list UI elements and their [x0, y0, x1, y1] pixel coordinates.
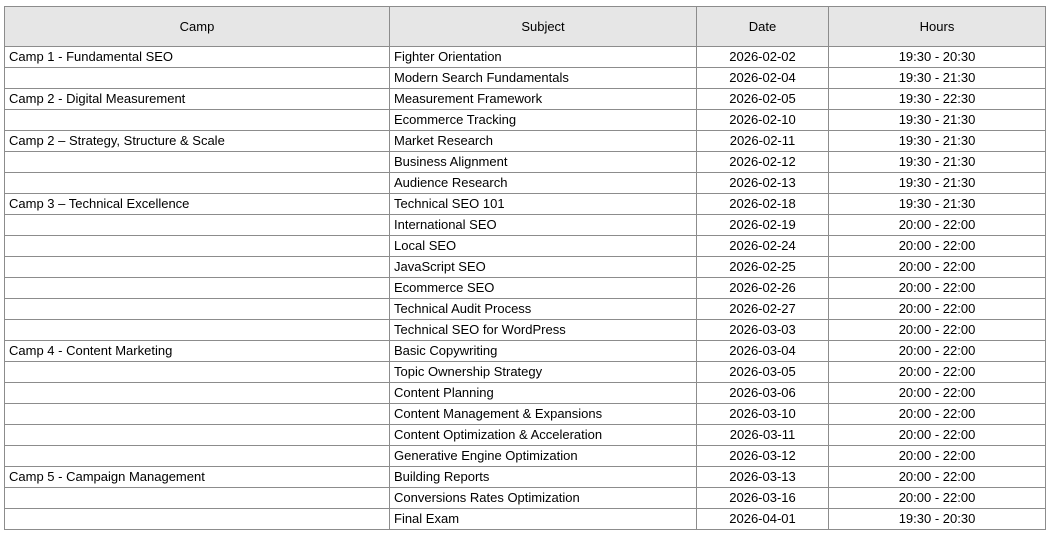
table-row	[5, 131, 1046, 152]
cell-hours: 19:30 - 20:30	[829, 47, 1046, 68]
cell-subject: Basic Copywriting	[390, 341, 697, 362]
cell-date: 2026-02-27	[697, 299, 829, 320]
cell-hours: 20:00 - 22:00	[829, 362, 1046, 383]
table-header	[5, 7, 1046, 47]
cell-camp	[5, 488, 390, 509]
cell-date: 2026-03-16	[697, 488, 829, 509]
cell-camp	[5, 446, 390, 467]
table-row	[5, 278, 1046, 299]
cell-subject: Ecommerce Tracking	[390, 110, 697, 131]
cell-date: 2026-02-26	[697, 278, 829, 299]
cell-date: 2026-03-12	[697, 446, 829, 467]
header-date: Date	[697, 7, 829, 47]
cell-camp	[5, 320, 390, 341]
cell-date: 2026-03-05	[697, 362, 829, 383]
cell-date: 2026-02-13	[697, 173, 829, 194]
table-row	[5, 425, 1046, 446]
cell-hours: 19:30 - 21:30	[829, 131, 1046, 152]
cell-hours: 20:00 - 22:00	[829, 488, 1046, 509]
cell-date: 2026-02-25	[697, 257, 829, 278]
cell-camp	[5, 68, 390, 89]
table-row	[5, 404, 1046, 425]
cell-hours: 19:30 - 21:30	[829, 173, 1046, 194]
cell-date: 2026-02-19	[697, 215, 829, 236]
table-row	[5, 215, 1046, 236]
cell-hours: 20:00 - 22:00	[829, 320, 1046, 341]
table-row	[5, 194, 1046, 215]
cell-subject: Content Planning	[390, 383, 697, 404]
cell-subject: Measurement Framework	[390, 89, 697, 110]
table-row	[5, 89, 1046, 110]
cell-camp	[5, 215, 390, 236]
table-row	[5, 68, 1046, 89]
cell-hours: 20:00 - 22:00	[829, 215, 1046, 236]
cell-camp	[5, 110, 390, 131]
cell-hours: 20:00 - 22:00	[829, 425, 1046, 446]
cell-hours: 20:00 - 22:00	[829, 383, 1046, 404]
table-row	[5, 47, 1046, 68]
cell-camp	[5, 383, 390, 404]
table-row	[5, 152, 1046, 173]
cell-subject: Final Exam	[390, 509, 697, 530]
table-row	[5, 383, 1046, 404]
cell-camp	[5, 509, 390, 530]
cell-date: 2026-02-11	[697, 131, 829, 152]
header-camp: Camp	[5, 7, 390, 47]
cell-date: 2026-03-04	[697, 341, 829, 362]
cell-camp	[5, 236, 390, 257]
table-row	[5, 467, 1046, 488]
cell-subject: Local SEO	[390, 236, 697, 257]
table-row	[5, 257, 1046, 278]
cell-hours: 19:30 - 21:30	[829, 110, 1046, 131]
cell-subject: International SEO	[390, 215, 697, 236]
cell-date: 2026-02-24	[697, 236, 829, 257]
cell-subject: JavaScript SEO	[390, 257, 697, 278]
cell-subject: Building Reports	[390, 467, 697, 488]
cell-subject: Technical Audit Process	[390, 299, 697, 320]
cell-date: 2026-02-18	[697, 194, 829, 215]
cell-camp: Camp 2 - Digital Measurement	[5, 89, 390, 110]
cell-subject: Market Research	[390, 131, 697, 152]
cell-date: 2026-03-06	[697, 383, 829, 404]
cell-subject: Audience Research	[390, 173, 697, 194]
cell-date: 2026-02-12	[697, 152, 829, 173]
cell-camp	[5, 257, 390, 278]
cell-hours: 20:00 - 22:00	[829, 257, 1046, 278]
table-row	[5, 299, 1046, 320]
cell-hours: 20:00 - 22:00	[829, 236, 1046, 257]
cell-date: 2026-03-10	[697, 404, 829, 425]
header-row	[5, 7, 1046, 47]
cell-hours: 20:00 - 22:00	[829, 446, 1046, 467]
cell-subject: Technical SEO for WordPress	[390, 320, 697, 341]
cell-subject: Business Alignment	[390, 152, 697, 173]
cell-hours: 19:30 - 21:30	[829, 194, 1046, 215]
cell-date: 2026-02-05	[697, 89, 829, 110]
header-hours: Hours	[829, 7, 1046, 47]
table-row	[5, 362, 1046, 383]
cell-hours: 20:00 - 22:00	[829, 467, 1046, 488]
cell-subject: Fighter Orientation	[390, 47, 697, 68]
cell-subject: Content Management & Expansions	[390, 404, 697, 425]
cell-subject: Technical SEO 101	[390, 194, 697, 215]
cell-subject: Conversions Rates Optimization	[390, 488, 697, 509]
cell-camp: Camp 2 – Strategy, Structure & Scale	[5, 131, 390, 152]
cell-camp	[5, 404, 390, 425]
table-body	[5, 47, 1046, 530]
cell-subject: Content Optimization & Acceleration	[390, 425, 697, 446]
table-row	[5, 488, 1046, 509]
table-row	[5, 446, 1046, 467]
cell-date: 2026-03-03	[697, 320, 829, 341]
cell-camp: Camp 1 - Fundamental SEO	[5, 47, 390, 68]
table-row	[5, 173, 1046, 194]
table-row	[5, 320, 1046, 341]
table-row	[5, 110, 1046, 131]
table-row	[5, 509, 1046, 530]
cell-date: 2026-02-10	[697, 110, 829, 131]
table-row	[5, 236, 1046, 257]
cell-date: 2026-03-11	[697, 425, 829, 446]
cell-camp	[5, 152, 390, 173]
cell-camp: Camp 3 – Technical Excellence	[5, 194, 390, 215]
cell-camp	[5, 173, 390, 194]
cell-hours: 19:30 - 21:30	[829, 152, 1046, 173]
cell-camp	[5, 362, 390, 383]
cell-subject: Topic Ownership Strategy	[390, 362, 697, 383]
cell-camp	[5, 425, 390, 446]
cell-camp	[5, 299, 390, 320]
cell-hours: 20:00 - 22:00	[829, 278, 1046, 299]
cell-camp: Camp 4 - Content Marketing	[5, 341, 390, 362]
schedule-table	[4, 6, 1046, 530]
cell-date: 2026-04-01	[697, 509, 829, 530]
cell-date: 2026-02-04	[697, 68, 829, 89]
cell-subject: Modern Search Fundamentals	[390, 68, 697, 89]
table-row	[5, 341, 1046, 362]
cell-camp	[5, 278, 390, 299]
cell-hours: 19:30 - 20:30	[829, 509, 1046, 530]
cell-date: 2026-02-02	[697, 47, 829, 68]
cell-hours: 20:00 - 22:00	[829, 341, 1046, 362]
cell-date: 2026-03-13	[697, 467, 829, 488]
cell-subject: Generative Engine Optimization	[390, 446, 697, 467]
cell-camp: Camp 5 - Campaign Management	[5, 467, 390, 488]
cell-hours: 20:00 - 22:00	[829, 299, 1046, 320]
cell-hours: 19:30 - 22:30	[829, 89, 1046, 110]
cell-hours: 19:30 - 21:30	[829, 68, 1046, 89]
cell-hours: 20:00 - 22:00	[829, 404, 1046, 425]
cell-subject: Ecommerce SEO	[390, 278, 697, 299]
header-subject: Subject	[390, 7, 697, 47]
